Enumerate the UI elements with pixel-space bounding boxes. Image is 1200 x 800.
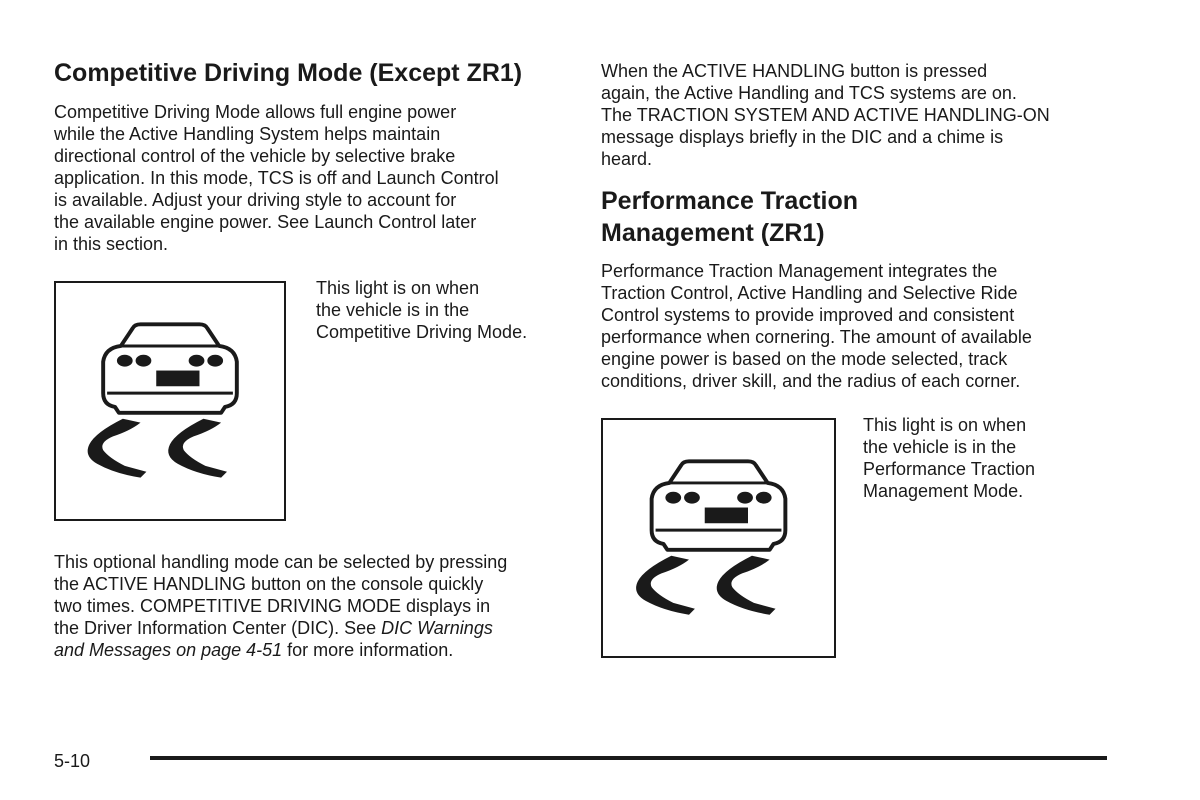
text-line: Performance Traction Management integrates the [601,261,998,281]
text-line: in this section. [54,234,169,254]
text-line: the vehicle is in the [863,437,1017,457]
text-line [54,639,569,661]
text-line: two times. COMPETITIVE DRIVING MODE displays in [54,596,491,616]
footer-rule [150,756,1107,760]
text-line: while the Active Handling System helps maintain [54,124,441,144]
cross-reference-link[interactable]: DIC Warnings [381,618,493,638]
heading-line: Performance Traction [601,187,859,215]
text-line: Management Mode. [863,481,1024,501]
text-line [54,617,569,639]
text-line: The TRACTION SYSTEM AND ACTIVE HANDLING-ON [601,105,1050,125]
performance-indicator-caption [863,414,1035,502]
competitive-selection-paragraph [54,551,569,661]
text-line: the ACTIVE HANDLING button on the console quickly [54,574,484,594]
text-line: Traction Control, Active Handling and Selective Ride [601,283,1018,303]
competitive-intro-paragraph [54,101,569,255]
text-line: When the ACTIVE HANDLING button is pressed [601,61,988,81]
competitive-indicator-caption [316,277,527,343]
text-line: Competitive Driving Mode. [316,322,528,342]
text-line: application. In this mode, TCS is off and Launch Control [54,168,499,188]
section-heading-competitive-driving: Competitive Driving Mode (Except ZR1) [54,59,523,87]
text-line: the available engine power. See Launch Control later [54,212,477,232]
text-line: message displays briefly in the DIC and a chime is [601,127,1004,147]
text-line: heard. [601,149,653,169]
performance-traction-paragraph [601,260,1121,392]
text-line: performance when cornering. The amount of available [601,327,1032,347]
section-heading-performance-traction [601,185,858,249]
cross-reference-link[interactable]: and Messages on page 4-51 [54,640,283,660]
traction-skid-car-icon [603,420,834,656]
text-line: Performance Traction [863,459,1036,479]
text-segment: the Driver Information Center (DIC). See [54,618,382,638]
heading-line: Management (ZR1) [601,219,825,247]
performance-mode-indicator-figure [601,418,836,658]
text-line: This light is on when [863,415,1027,435]
text-line: conditions, driver skill, and the radius of each corner. [601,371,1021,391]
text-line: is available. Adjust your driving style to account for [54,190,457,210]
text-line: This light is on when [316,278,480,298]
page-number: 5-10 [54,751,91,771]
text-line: This optional handling mode can be selected by pressing [54,552,508,572]
competitive-mode-indicator-figure [54,281,286,521]
text-line: Control systems to provide improved and consistent [601,305,1015,325]
text-line: directional control of the vehicle by selective brake [54,146,456,166]
text-line: again, the Active Handling and TCS systems are on. [601,83,1017,103]
text-segment: for more information. [282,640,454,660]
active-handling-on-paragraph [601,60,1121,170]
text-line: the vehicle is in the [316,300,470,320]
text-line: Competitive Driving Mode allows full engine power [54,102,457,122]
traction-skid-car-icon [56,283,284,519]
text-line: engine power is based on the mode selected, track [601,349,1008,369]
